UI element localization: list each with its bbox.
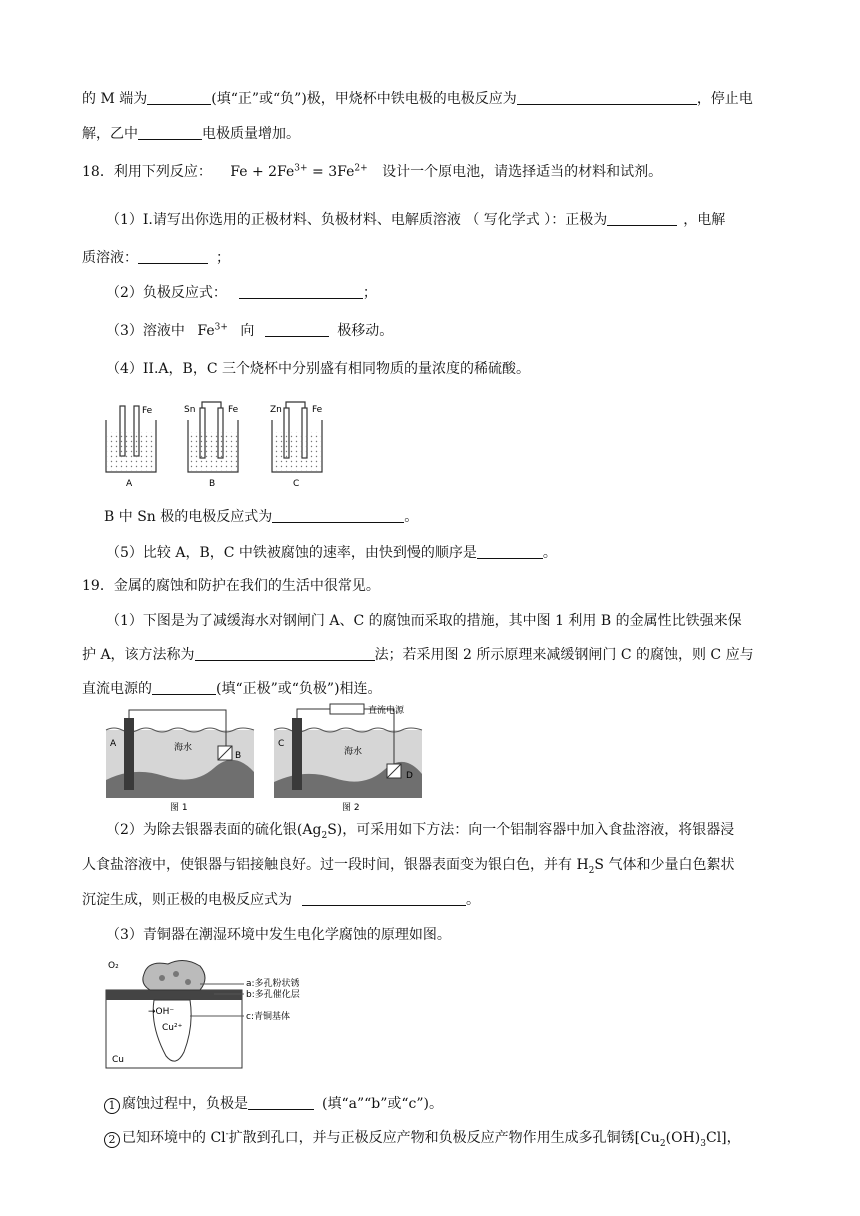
subscript: 2 xyxy=(659,1138,666,1149)
beaker-b-electrode2-label: Fe xyxy=(228,405,239,415)
text-line xyxy=(82,855,734,875)
gate-c-label: C xyxy=(278,739,285,749)
text: （2）为除去银器表面的硫化银(Ag xyxy=(106,822,322,838)
answer-blank[interactable] xyxy=(517,90,697,105)
text: （1）下图是为了减缓海水对钢闸门 A、C 的腐蚀而采取的措施，其中图 1 利用 B 的金属性比铁强来保 xyxy=(106,613,742,629)
eq-sup: 2+ xyxy=(354,163,368,174)
answer-blank[interactable] xyxy=(195,646,375,661)
text-line xyxy=(106,321,393,341)
beaker-a-electrode-label: Fe xyxy=(142,406,153,416)
gate-a-label: A xyxy=(110,739,117,749)
text: Cl]， xyxy=(705,1130,741,1146)
text: 腐蚀过程中，负极是 xyxy=(122,1096,248,1112)
subscript: 3 xyxy=(700,1138,706,1149)
text: ，电解 xyxy=(683,212,726,228)
text: （4）II.A，B，C 三个烧杯中分别盛有相同物质的量浓度的稀硫酸。 xyxy=(106,361,530,377)
eq-sup: 3+ xyxy=(294,163,308,174)
text: 扩散到孔口，并与正极反应产物和负极反应产物作用生成多孔铜锈[Cu xyxy=(228,1130,660,1146)
text: （3）青铜器在潮湿环境中发生电化学腐蚀的原理如图。 xyxy=(106,927,451,943)
text-line xyxy=(82,124,300,144)
subscript: 2 xyxy=(588,865,595,876)
text-line xyxy=(104,1094,443,1114)
o2-label: O₂ xyxy=(108,961,119,971)
ion-symbol: Fe xyxy=(197,323,215,339)
text: 电极质量增加。 xyxy=(202,126,300,142)
question-18-heading xyxy=(82,162,662,182)
layer-c-label: c:青铜基体 xyxy=(246,1012,290,1022)
text-line xyxy=(82,890,480,910)
text: S)，可采用如下方法：向一个铝制容器中加入食盐溶液，将银器浸 xyxy=(327,822,735,838)
text: (填“a”“b”或“c”)。 xyxy=(322,1096,444,1112)
layer-a-label: a:多孔粉状锈 xyxy=(246,979,300,989)
text: （3）溶液中 xyxy=(106,323,185,339)
beaker-a-label: A xyxy=(126,479,133,489)
answer-blank[interactable] xyxy=(272,508,404,523)
text: 18．利用下列反应： xyxy=(82,164,212,180)
ion xyxy=(197,323,228,339)
answer-blank[interactable] xyxy=(152,680,216,695)
text-line xyxy=(106,210,725,230)
text: 设计一个原电池，请选择适当的材料和试剂。 xyxy=(382,164,663,180)
subscript: 2 xyxy=(321,830,328,841)
answer-blank[interactable] xyxy=(239,284,363,299)
figure-1-caption: 图 1 xyxy=(170,803,188,812)
seawater-gate-figures xyxy=(104,702,424,812)
copper-ion-label: Cu²⁺ xyxy=(162,1023,183,1033)
text: 。 xyxy=(466,892,480,908)
text-line xyxy=(82,679,382,699)
text: S 气体和少量白色絮状 xyxy=(594,857,735,873)
text: B 中 Sn 极的电极反应式为 xyxy=(104,509,273,525)
text-line xyxy=(106,820,734,840)
text: 直流电源的 xyxy=(82,681,152,697)
seawater-label-2: 海水 xyxy=(344,747,363,757)
text-line xyxy=(104,1128,741,1148)
answer-blank[interactable] xyxy=(138,125,202,140)
answer-blank[interactable] xyxy=(607,211,677,226)
beaker-c-electrode2-label: Fe xyxy=(312,405,323,415)
text-line xyxy=(82,248,230,268)
text: 法；若采用图 2 所示原理来减缓钢闸门 C 的腐蚀，则 C 应与 xyxy=(374,647,754,663)
text: 19．金属的腐蚀和防护在我们的生活中很常见。 xyxy=(82,578,380,594)
text: ，停止电 xyxy=(696,91,753,107)
text: （2）负极反应式： xyxy=(106,285,227,301)
seawater-label-1: 海水 xyxy=(174,743,193,753)
text: （5）比较 A，B，C 中铁被腐蚀的速率，由快到慢的顺序是 xyxy=(106,545,477,561)
text-line xyxy=(82,645,754,665)
copper-label: Cu xyxy=(112,1055,124,1065)
answer-blank[interactable] xyxy=(265,322,329,337)
text-line xyxy=(106,543,557,563)
beaker-c-label: C xyxy=(293,479,300,489)
figure-2-caption: 图 2 xyxy=(342,803,360,812)
superscript: - xyxy=(225,1129,229,1140)
beaker-c-electrode1-label: Zn xyxy=(270,405,282,415)
text: 极移动。 xyxy=(337,323,394,339)
text: 沉淀生成，则正极的电极反应式为 xyxy=(82,892,292,908)
text: 的 M 端为 xyxy=(82,91,148,107)
bronze-corrosion-figure xyxy=(104,956,344,1072)
eq-part: Fe + 2Fe xyxy=(230,164,295,180)
text: 。 xyxy=(404,509,419,525)
text: (填“正”或“负”)极，甲烧杯中铁电极的电极反应为 xyxy=(211,91,517,107)
beaker-b-electrode1-label: Sn xyxy=(184,405,196,415)
circled-number: 1 xyxy=(104,1098,120,1114)
text-line xyxy=(106,359,530,379)
eq-part: = 3Fe xyxy=(307,164,355,180)
beaker-b-label: B xyxy=(209,479,216,489)
text: 护 A，该方法称为 xyxy=(82,647,195,663)
text: 。 xyxy=(542,545,557,561)
answer-blank[interactable] xyxy=(138,249,208,264)
text: （1）I.请写出你选用的正极材料、负极材料、电解质溶液 （ 写化学式 ）：正极为 xyxy=(106,212,608,228)
text: ； xyxy=(362,285,377,301)
layer-b-label: b:多孔催化层 xyxy=(246,990,300,1000)
text: (OH) xyxy=(665,1130,701,1146)
text: 人食盐溶液中，使银器与铝接触良好。过一段时间，银器表面变为银白色，并有 H xyxy=(82,857,589,873)
text: ； xyxy=(216,250,230,266)
answer-blank[interactable] xyxy=(248,1095,314,1110)
circled-number: 2 xyxy=(104,1132,120,1148)
text-line xyxy=(106,925,451,945)
text-line xyxy=(106,283,377,303)
text: 已知环境中的 Cl xyxy=(122,1130,226,1146)
reaction-equation xyxy=(230,164,367,180)
ion-charge: 3+ xyxy=(214,322,228,333)
text-line xyxy=(82,89,753,109)
dc-power-label: 直流电源 xyxy=(368,706,405,716)
hydroxide-label: →OH⁻ xyxy=(148,1007,175,1017)
text: 解，乙中 xyxy=(82,126,138,142)
text-line xyxy=(104,507,418,527)
text: 质溶液： xyxy=(82,250,138,266)
text-line xyxy=(106,611,742,631)
answer-blank[interactable] xyxy=(302,891,466,906)
block-d-label: D xyxy=(406,771,413,781)
question-19-heading xyxy=(82,576,380,596)
answer-blank[interactable] xyxy=(147,90,211,105)
beakers-figure xyxy=(100,400,340,490)
text: (填“正极”或“负极”)相连。 xyxy=(216,681,382,697)
answer-blank[interactable] xyxy=(477,544,543,559)
text: 向 xyxy=(240,323,255,339)
block-b-label: B xyxy=(235,751,242,761)
